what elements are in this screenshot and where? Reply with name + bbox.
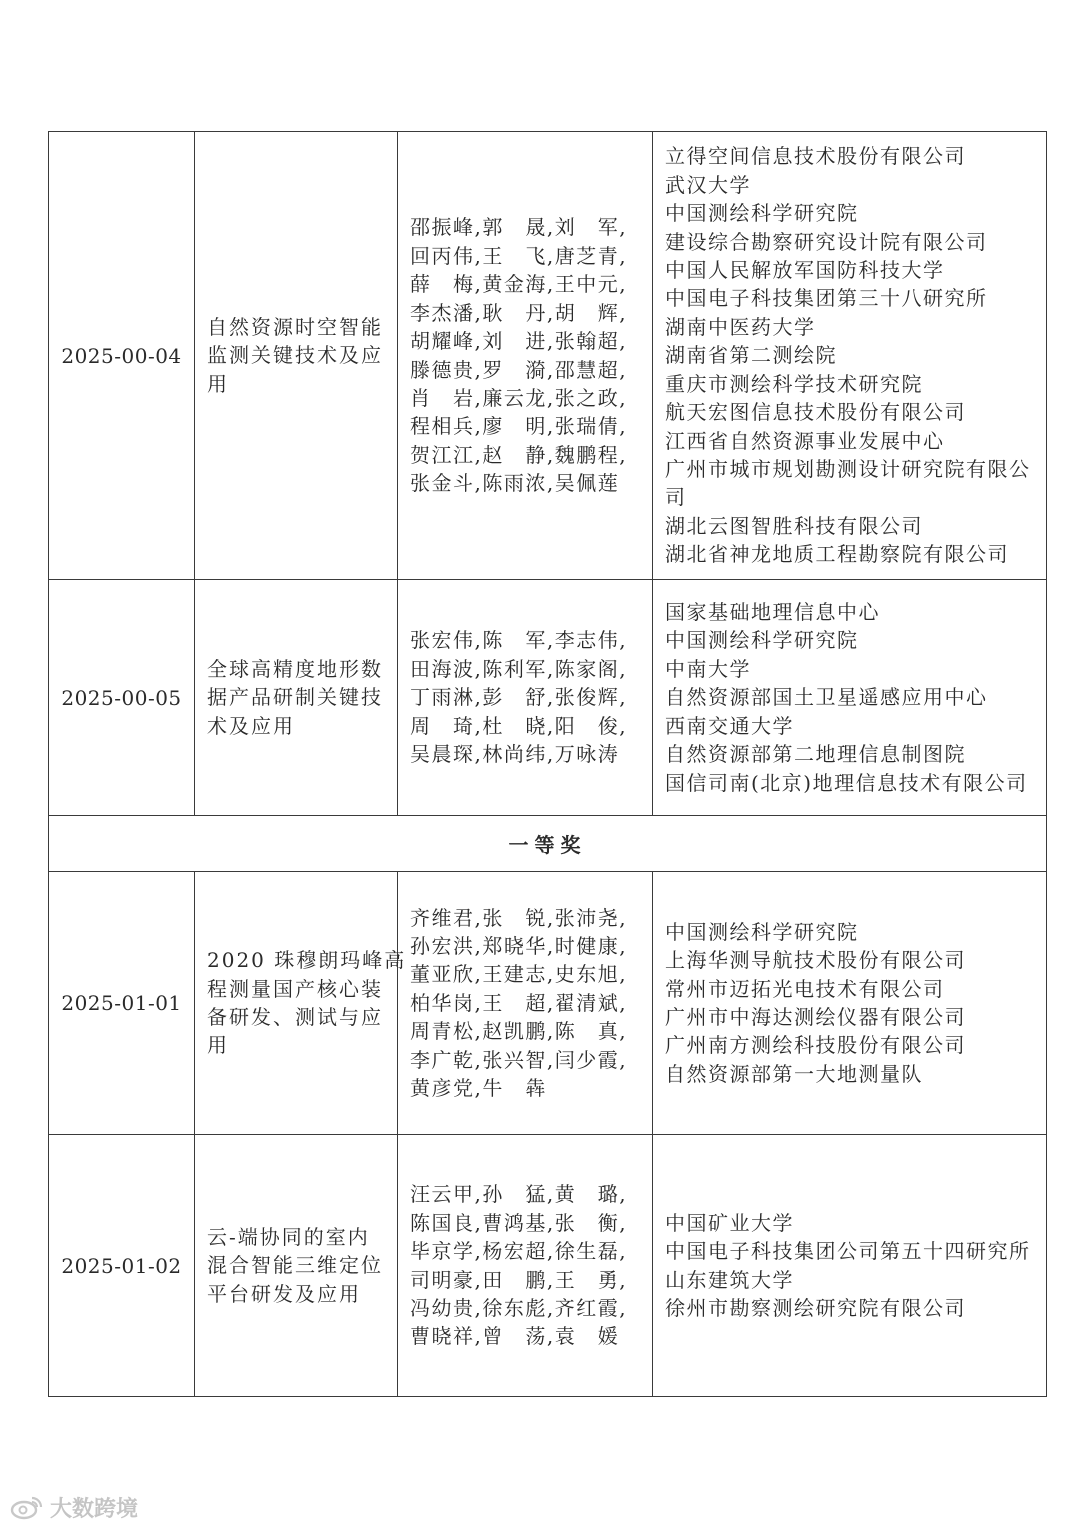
cell-line: 云-端协同的室内	[207, 1224, 370, 1249]
cell-line: 湖北省神龙地质工程勘察院有限公司	[665, 542, 1009, 567]
cell-line: 贺江江,赵 静,魏鹏程,	[410, 442, 628, 467]
table-row	[49, 1135, 1047, 1397]
cell-line: 冯幼贵,徐东彪,齐红霞,	[410, 1295, 628, 1320]
awards-table-body	[49, 132, 1047, 1397]
cell-line: 自然资源部国土卫星遥感应用中心	[665, 685, 988, 710]
cell-line: 自然资源时空智能	[207, 314, 383, 339]
cell-line: 邵振峰,郭 晟,刘 军,	[410, 215, 628, 240]
cell-line: 孙宏洪,郑晓华,时健康,	[410, 933, 628, 958]
cell-line: 据产品研制关键技	[207, 685, 383, 710]
project-title	[195, 872, 407, 1135]
watermark	[10, 1492, 138, 1522]
cell-line: 建设综合勘察研究设计院有限公司	[665, 229, 988, 254]
cell-line: 陈国良,曹鸿基,张 衡,	[410, 1210, 628, 1235]
cell-line: 田海波,陈利军,陈家阁,	[410, 656, 628, 681]
cell-line: 湖南省第二测绘院	[665, 343, 837, 368]
cell-line: 中国矿业大学	[665, 1210, 794, 1235]
cell-line: 山东建筑大学	[665, 1267, 794, 1292]
project-members	[398, 580, 653, 816]
cell-line: 司	[665, 485, 687, 510]
cell-line: 常州市迈拓光电技术有限公司	[665, 976, 945, 1001]
cell-line: 备研发、测试与应	[207, 1005, 383, 1029]
table-row	[49, 132, 1047, 580]
cell-line: 监测关键技术及应	[207, 343, 383, 368]
cell-line: 回丙伟,王 飞,唐芝青,	[410, 243, 628, 268]
cell-line: 平台研发及应用	[207, 1281, 361, 1306]
project-id: 2025-01-01	[49, 872, 195, 1135]
cell-line: 李杰潘,耿 丹,胡 辉,	[410, 300, 628, 325]
project-id: 2025-01-02	[49, 1135, 195, 1397]
cell-line: 周 琦,杜 晓,阳 俊,	[410, 713, 628, 738]
cell-line: 上海华测导航技术股份有限公司	[665, 948, 966, 973]
cell-line: 中国人民解放军国防科技大学	[665, 258, 945, 283]
cell-line: 周青松,赵凯鹏,陈 真,	[410, 1019, 628, 1044]
cell-line: 航天宏图信息技术股份有限公司	[665, 400, 966, 425]
cell-line: 中国测绘科学研究院	[665, 201, 859, 226]
project-id: 2025-00-04	[49, 132, 195, 580]
cell-line: 黄彦党,牛 犇	[410, 1076, 547, 1101]
cell-line: 汪云甲,孙 猛,黄 璐,	[410, 1182, 628, 1207]
cell-line: 用	[207, 371, 229, 396]
cell-line: 立得空间信息技术股份有限公司	[665, 144, 966, 169]
project-units	[653, 580, 1047, 816]
project-units	[653, 132, 1047, 580]
cell-line: 广州市城市规划勘测设计研究院有限公	[665, 456, 1031, 481]
cell-line: 曹晓祥,曾 荡,袁 媛	[410, 1324, 620, 1349]
cell-line: 湖北云图智胜科技有限公司	[665, 513, 923, 538]
cell-line: 肖 岩,廉云龙,张之政,	[410, 385, 628, 410]
project-members	[398, 1135, 653, 1397]
cell-line: 2020 珠穆朗玛峰高	[207, 948, 407, 973]
table-row	[49, 580, 1047, 816]
project-title	[195, 132, 398, 580]
cell-line: 张金斗,陈雨浓,吴佩莲	[410, 471, 620, 496]
cell-line: 湖南中医药大学	[665, 314, 816, 339]
cell-line: 中国电子科技集团第三十八研究所	[665, 286, 988, 311]
awards-table	[48, 131, 1047, 1397]
cell-line: 齐维君,张 锐,张沛尧,	[410, 905, 628, 930]
cell-line: 广州市中海达测绘仪器有限公司	[665, 1005, 966, 1029]
weibo-logo-icon	[10, 1494, 44, 1520]
cell-line: 吴晨琛,林尚纬,万咏涛	[410, 742, 620, 767]
cell-line: 江西省自然资源事业发展中心	[665, 428, 945, 453]
cell-line: 混合智能三维定位	[207, 1253, 383, 1278]
cell-line: 程相兵,廖 明,张瑞倩,	[410, 414, 628, 439]
cell-line: 西南交通大学	[665, 713, 794, 738]
cell-line: 中国测绘科学研究院	[665, 628, 859, 653]
project-units	[653, 1135, 1047, 1397]
cell-line: 自然资源部第一大地测量队	[665, 1061, 923, 1086]
cell-line: 国家基础地理信息中心	[665, 600, 880, 625]
watermark-text: 大数跨境	[50, 1496, 139, 1522]
cell-line: 徐州市勘察测绘研究院有限公司	[665, 1295, 966, 1320]
cell-line: 国信司南(北京)地理信息技术有限公司	[665, 770, 1028, 795]
section-row	[49, 816, 1047, 872]
cell-line: 胡耀峰,刘 进,张翰超,	[410, 329, 628, 354]
project-units	[653, 872, 1047, 1135]
cell-line: 薛 梅,黄金海,王中元,	[410, 272, 628, 297]
cell-line: 李广乾,张兴智,闫少霞,	[410, 1047, 628, 1072]
cell-line: 全球高精度地形数	[207, 656, 383, 681]
section-title: 一等奖	[49, 816, 1047, 872]
project-members	[398, 872, 653, 1135]
cell-line: 自然资源部第二地理信息制图院	[665, 742, 966, 767]
cell-line: 丁雨淋,彭 舒,张俊辉,	[410, 685, 628, 710]
cell-line: 中南大学	[665, 656, 751, 681]
cell-line: 张宏伟,陈 军,李志伟,	[410, 628, 628, 653]
cell-line: 司明豪,田 鹏,王 勇,	[410, 1267, 628, 1292]
cell-line: 术及应用	[207, 713, 295, 738]
project-title	[195, 580, 398, 816]
project-title	[195, 1135, 398, 1397]
cell-line: 广州南方测绘科技股份有限公司	[665, 1033, 966, 1058]
cell-line: 程测量国产核心装	[207, 976, 383, 1001]
cell-line: 重庆市测绘科学技术研究院	[665, 371, 923, 396]
cell-line: 滕德贵,罗 漪,邵慧超,	[410, 357, 628, 382]
cell-line: 毕京学,杨宏超,徐生磊,	[410, 1239, 628, 1264]
project-members	[398, 132, 653, 580]
cell-line: 柏华岗,王 超,翟清斌,	[410, 990, 628, 1015]
cell-line: 用	[207, 1033, 229, 1058]
cell-line: 中国电子科技集团公司第五十四研究所	[665, 1239, 1031, 1264]
project-id: 2025-00-05	[49, 580, 195, 816]
cell-line: 武汉大学	[665, 172, 751, 197]
table-row	[49, 872, 1047, 1135]
cell-line: 中国测绘科学研究院	[665, 919, 859, 944]
cell-line: 董亚欣,王建志,史东旭,	[410, 962, 628, 987]
